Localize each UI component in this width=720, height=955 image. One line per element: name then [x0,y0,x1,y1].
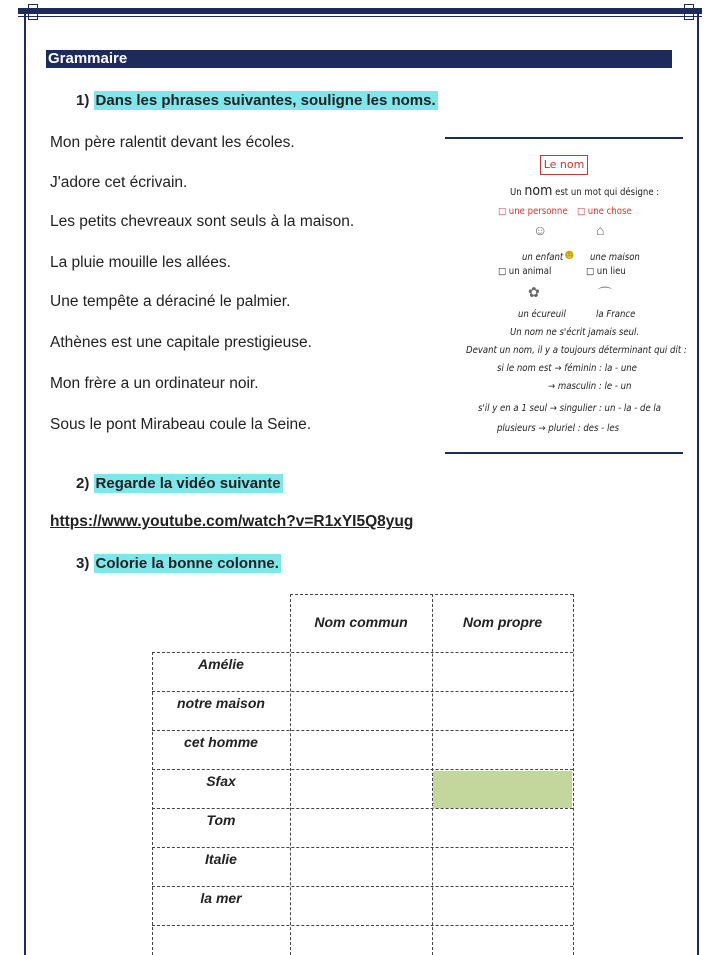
center-figure-icon: ☻ [562,246,577,262]
house-drawing-icon: ⌂ [596,222,605,238]
sentence-5: Une tempête a déraciné le palmier. [50,293,291,310]
sentence-7: Mon frère a un ordinateur noir. [50,375,259,392]
sentence-8: Sous le pont Mirabeau coule la Seine. [50,416,312,433]
info-box-example-france: la France [596,309,636,320]
table-row-line [152,730,573,731]
row-label: Italie [205,851,237,867]
corner-ornament-left [28,4,38,20]
table-col-line [432,594,433,955]
sentence-4: La pluie mouille les allées. [50,254,231,271]
info-box-border-bottom [445,452,683,454]
corner-ornament-right [684,4,694,20]
sentence-2: J'adore cet écrivain. [50,174,188,191]
header-nom-commun: Nom commun [314,614,408,630]
child-drawing-icon: ☺ [533,222,548,238]
question-2 [76,475,283,492]
info-box-example-squirrel: un écureuil [518,309,566,320]
page-border-right [697,8,699,955]
row-label: Sfax [206,773,236,789]
question-3-number: 3) [76,555,90,572]
map-drawing-icon: ⌒ [598,286,612,302]
info-box-rule-3: si le nom est → féminin : la - une [497,363,637,374]
page-border-top-inner [18,16,702,17]
table-row-line [152,886,573,887]
table-row-line [152,691,573,692]
question-2-number: 2) [76,475,90,492]
squirrel-drawing-icon: ✿ [528,284,540,300]
table-row-line [152,925,573,926]
table-col-line [290,594,291,955]
table-row-line [152,808,573,809]
question-1-text: Dans les phrases suivantes, souligne les noms. [95,92,436,109]
table-row-line [152,652,573,653]
colored-cell-sfax-nom-propre[interactable] [433,771,572,808]
info-box-rule-2: Devant un nom, il y a toujours déterminant qui dit : [466,345,687,356]
info-box-category-thing: □ une chose [577,206,632,217]
sentence-6: Athènes est une capitale prestigieuse. [50,334,312,351]
question-2-text: Regarde la vidéo suivante [95,475,281,492]
info-box-category-animal: □ un animal [498,266,552,277]
question-3 [76,555,281,572]
question-1 [76,92,438,109]
info-box-category-person: □ une personne [498,206,568,217]
info-box-example-child: un enfant [522,252,564,263]
row-label: la mer [200,890,242,906]
sentence-3: Les petits chevreaux sont seuls à la maison. [50,213,355,230]
info-box-title: Le nom [540,155,588,175]
row-label: Tom [206,812,236,828]
info-box-example-house: une maison [590,252,640,263]
info-box-rule-4: → masculin : le - un [548,381,632,392]
table-row-line [152,769,573,770]
row-label: Amélie [198,656,244,672]
video-link[interactable]: https://www.youtube.com/watch?v=R1xYI5Q8yug [50,513,414,530]
row-label: cet homme [184,734,258,750]
page-border-top [18,8,702,14]
table-col-line [573,594,574,955]
row-label: notre maison [177,695,265,711]
header-nom-propre: Nom propre [462,614,543,630]
info-box-category-place: □ un lieu [586,266,626,277]
question-3-text: Colorie la bonne colonne. [95,555,279,572]
info-box-rule-1: Un nom ne s'écrit jamais seul. [510,327,640,338]
info-box-rule-5: s'il y en a 1 seul → singulier : un - la - de la [478,403,662,414]
question-1-number: 1) [76,92,90,109]
info-box-definition: Un nom est un mot qui désigne : [510,183,660,199]
info-box-border-top [445,137,683,139]
section-header [46,50,672,68]
section-title: Grammaire [48,50,128,67]
table-row-line [152,847,573,848]
info-box-rule-6: plusieurs → pluriel : des - les [497,423,620,434]
page-border-left [24,8,26,955]
sentence-1: Mon père ralentit devant les écoles. [50,134,295,151]
